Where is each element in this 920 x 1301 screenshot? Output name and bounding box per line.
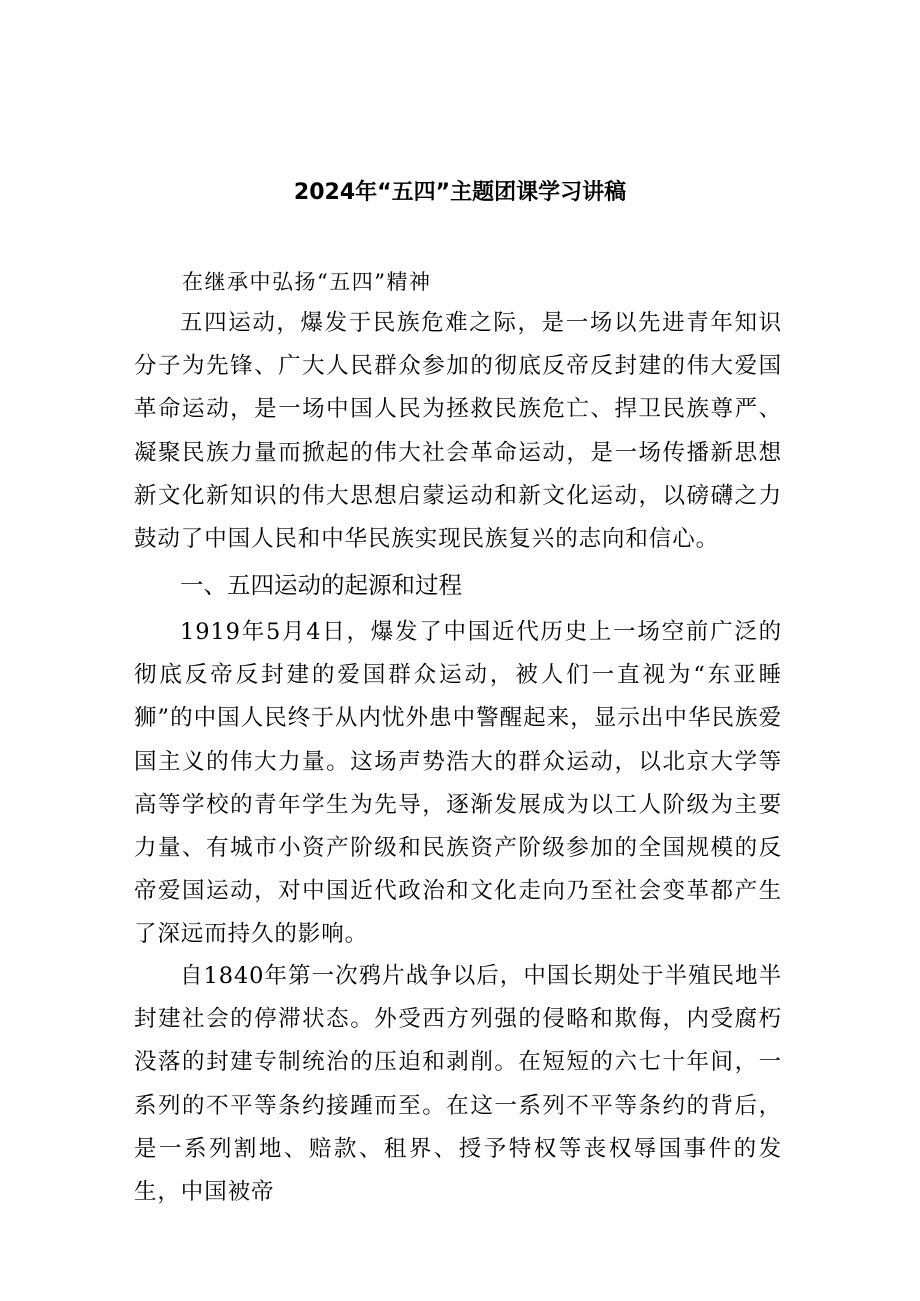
document-title: 2024年“五四”主题团课学习讲稿 xyxy=(293,180,627,205)
document-subtitle: 在继承中弘扬“五四”精神 xyxy=(182,270,432,294)
section-heading: 一、五四运动的起源和过程 xyxy=(180,571,462,599)
intro-paragraph: 五四运动，爆发于民族危难之际，是一场以先进青年知识分子为先锋、广大人民群众参加的彻底反帝反封建的伟大爱国革命运动，是一场中国人民为拯救民族危亡、捍卫民族尊严、凝聚民族力量而掀起的伟大社会革命运动，是一场传播新思想新文化新知识的伟大思想启蒙运动和新文化运动，以磅礴之力鼓动了中国人民和中华民族实现民族复兴的志向和信心。 xyxy=(134,310,782,553)
body-paragraph: 自1840年第一次鸦片战争以后，中国长期处于半殖民地半封建社会的停滞状态。外受西方列强的侵略和欺侮，内受腐朽没落的封建专制统治的压迫和剥削。在短短的六七十年间，一系列的不平等条约接踵而至。在这一系列不平等条约的背后，是一系列割地、赔款、租界、授予特权等丧权辱国事件的发生，中国被帝 xyxy=(134,963,782,1206)
body-paragraph: 1919年5月4日，爆发了中国近代历史上一场空前广泛的彻底反帝反封建的爱国群众运动，被人们一直视为“东亚睡狮”的中国人民终于从内忧外患中警醒起来，显示出中华民族爱国主义的伟大力量。这场声势浩大的群众运动，以北京大学等高等学校的青年学生为先导，逐渐发展成为以工人阶级为主要力量、有城市小资产阶级和民族资产阶级参加的全国规模的反帝爱国运动，对中国近代政治和文化走向乃至社会变革都产生了深远而持久的影响。 xyxy=(134,619,782,948)
